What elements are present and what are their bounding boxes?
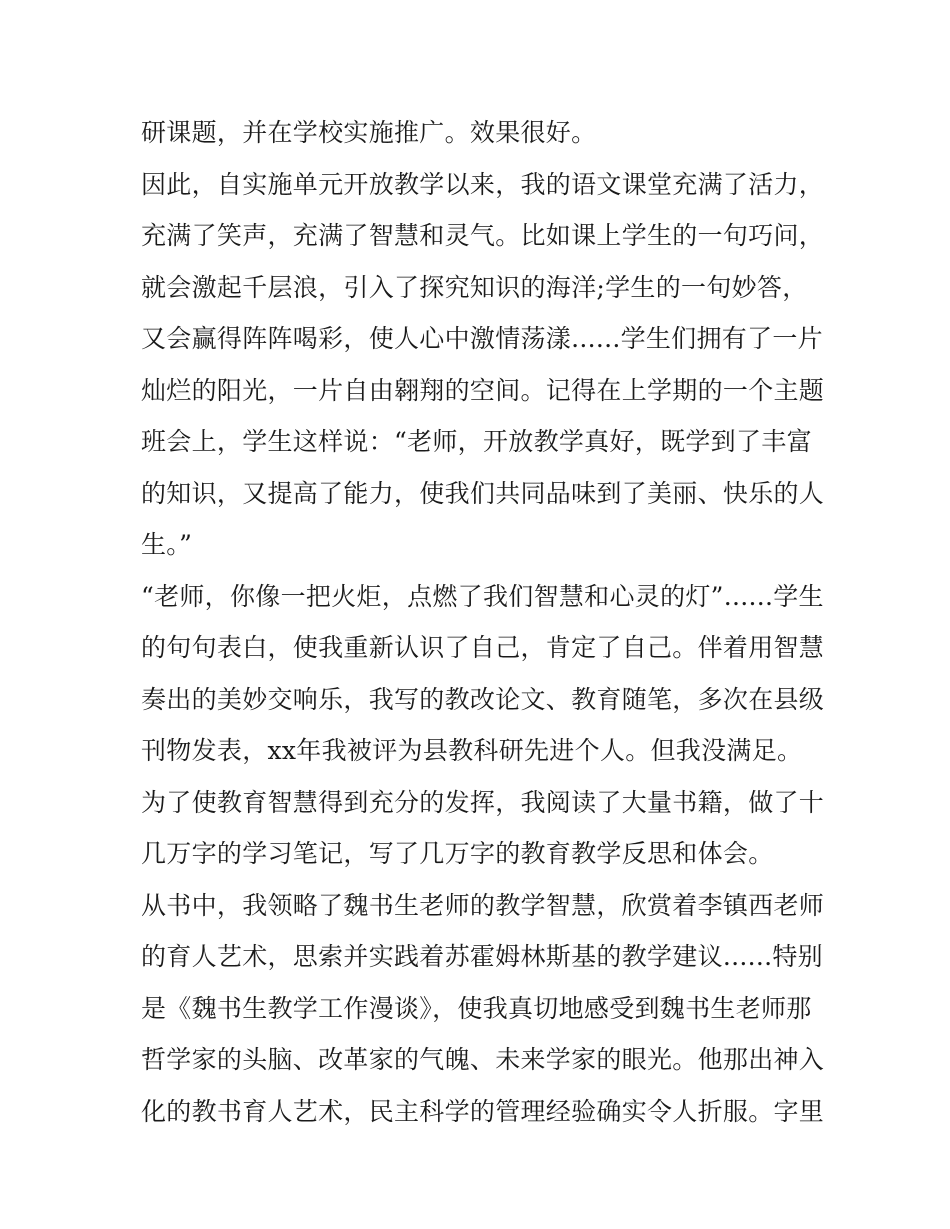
text-line: 因此，自实施单元开放教学以来，我的语文课堂充满了活力， (141, 169, 825, 199)
text-line: “老师，你像一把火炬，点燃了我们智慧和心灵的灯”......学生 (141, 581, 824, 611)
text-line: 灿烂的阳光，一片自由翱翔的空间。记得在上学期的一个主题 (141, 375, 825, 405)
text-line: 刊物发表，xx年我被评为县教科研先进个人。但我没满足。 (141, 736, 803, 765)
body-text (141, 107, 825, 1137)
text-line: 为了使教育智慧得到充分的发挥，我阅读了大量书籍，做了十 (141, 787, 825, 817)
text-line: 又会赢得阵阵喝彩，使人心中激情荡漾......学生们拥有了一片 (141, 324, 823, 353)
text-line: 的知识，又提高了能力，使我们共同品味到了美丽、快乐的人 (141, 478, 825, 508)
text-line: 生。” (141, 530, 193, 559)
text-line: 奏出的美妙交响乐，我写的教改论文、教育随笔，多次在县级 (141, 684, 825, 714)
text-line: 就会激起千层浪，引入了探究知识的海洋;学生的一句妙答， (141, 272, 808, 302)
text-line: 几万字的学习笔记，写了几万字的教育教学反思和体会。 (141, 839, 774, 868)
text-line: 的句句表白，使我重新认识了自己，肯定了自己。伴着用智慧 (141, 633, 825, 662)
text-line: 是《魏书生教学工作漫谈》，使我真切地感受到魏书生老师那 (141, 993, 812, 1023)
text-line: 研课题，并在学校实施推广。效果很好。 (141, 118, 597, 147)
text-line: 哲学家的头脑、改革家的气魄、未来学家的眼光。他那出神入 (141, 1045, 825, 1074)
text-line: 充满了笑声，充满了智慧和灵气。比如课上学生的一句巧问， (141, 221, 825, 250)
text-line: 化的教书育人艺术，民主科学的管理经验确实令人折服。字里 (141, 1096, 825, 1126)
text-line: 班会上，学生这样说：“老师，开放教学真好，既学到了丰富 (141, 427, 812, 456)
text-line: 从书中，我领略了魏书生老师的教学智慧，欣赏着李镇西老师 (141, 890, 825, 920)
text-line: 的育人艺术，思索并实践着苏霍姆林斯基的教学建议......特别 (141, 942, 823, 971)
